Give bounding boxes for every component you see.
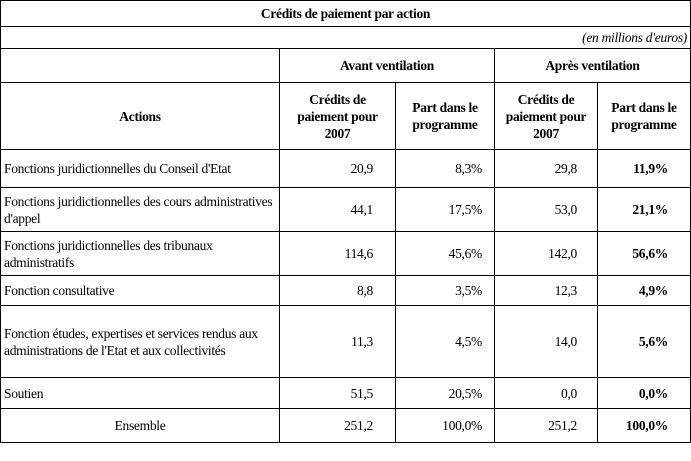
row-action-label: Fonction études, expertises et services rendus aux administrations de l'Etat et aux collectivités (1, 306, 280, 378)
row-credits-after: 0,0 (495, 378, 598, 409)
row-credits-before: 51,5 (280, 378, 396, 409)
row-share-before: 17,5% (396, 188, 495, 232)
row-credits-before: 11,3 (280, 306, 396, 378)
column-header-share-after: Part dans le programme (598, 83, 691, 150)
row-action-label: Fonctions juridictionnelles du Conseil d'Etat (1, 150, 280, 188)
total-row (1, 409, 691, 443)
row-credits-after: 12,3 (495, 276, 598, 306)
row-action-label: Fonctions juridictionnelles des cours administratives d'appel (1, 188, 280, 232)
total-credits-before: 251,2 (280, 409, 396, 443)
row-share-before: 3,5% (396, 276, 495, 306)
row-credits-after: 14,0 (495, 306, 598, 378)
total-credits-after: 251,2 (495, 409, 598, 443)
row-share-before: 45,6% (396, 232, 495, 276)
row-credits-after: 29,8 (495, 150, 598, 188)
group-header-after: Après ventilation (495, 49, 691, 83)
row-credits-before: 44,1 (280, 188, 396, 232)
table-row (1, 232, 691, 276)
row-action-label: Fonction consultative (1, 276, 280, 306)
row-share-after: 0,0% (598, 378, 691, 409)
row-action-label: Soutien (1, 378, 280, 409)
column-header-credits-before: Crédits de paiement pour 2007 (280, 83, 396, 150)
header-blank-cell (1, 49, 280, 83)
table-row (1, 306, 691, 378)
row-share-after: 11,9% (598, 150, 691, 188)
table-row (1, 378, 691, 409)
table-row (1, 188, 691, 232)
column-header-share-before: Part dans le programme (396, 83, 495, 150)
row-share-after: 5,6% (598, 306, 691, 378)
row-share-before: 8,3% (396, 150, 495, 188)
row-share-after: 4,9% (598, 276, 691, 306)
table-row (1, 150, 691, 188)
row-share-after: 21,1% (598, 188, 691, 232)
row-action-label: Fonctions juridictionnelles des tribunaux administratifs (1, 232, 280, 276)
total-share-before: 100,0% (396, 409, 495, 443)
total-label: Ensemble (1, 409, 280, 443)
column-header-actions: Actions (1, 83, 280, 150)
group-header-before: Avant ventilation (280, 49, 495, 83)
row-credits-after: 53,0 (495, 188, 598, 232)
unit-note: (en millions d'euros) (1, 27, 691, 49)
column-header-credits-after: Crédits de paiement pour 2007 (495, 83, 598, 150)
table-row (1, 276, 691, 306)
table-title: Crédits de paiement par action (1, 1, 691, 27)
row-credits-before: 114,6 (280, 232, 396, 276)
row-credits-after: 142,0 (495, 232, 598, 276)
row-credits-before: 20,9 (280, 150, 396, 188)
row-share-before: 20,5% (396, 378, 495, 409)
total-share-after: 100,0% (598, 409, 691, 443)
row-share-after: 56,6% (598, 232, 691, 276)
row-share-before: 4,5% (396, 306, 495, 378)
row-credits-before: 8,8 (280, 276, 396, 306)
